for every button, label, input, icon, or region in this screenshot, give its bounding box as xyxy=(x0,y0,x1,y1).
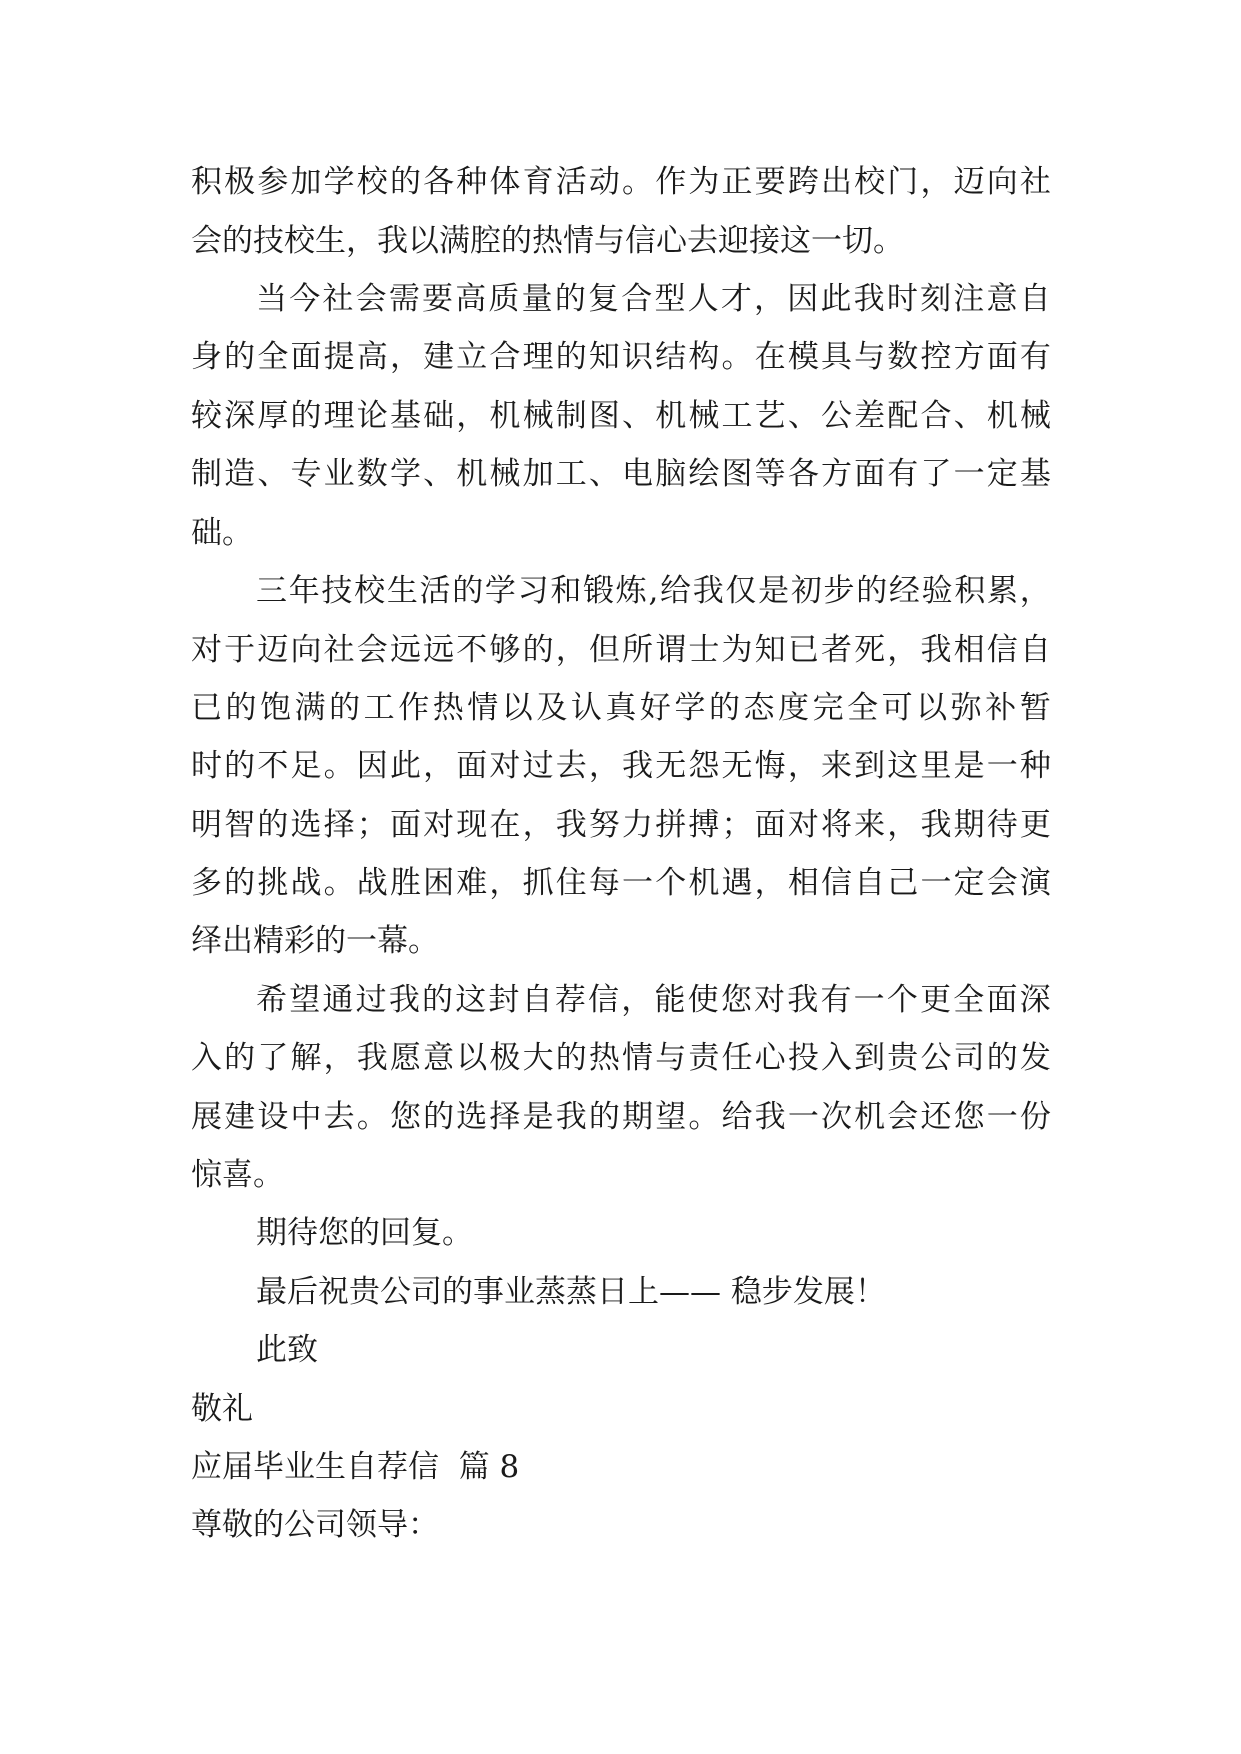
body-text-line: 惊喜。 xyxy=(191,1157,284,1193)
paragraph-first-line: 希 望 通 过 我 的 这 封 自 荐 信 ， 能 使 您 对 我 有 一 个 更 全 面 深 xyxy=(256,982,1051,1018)
body-text-line: 绎出精彩的一幕。 xyxy=(191,923,439,959)
closing-line: 期待您的回复。 xyxy=(256,1215,473,1251)
body-text-line: 多 的 挑 战 。 战 胜 困 难 ， 抓 住 每 一 个 机 遇 ， 相 信 自 己 一 定 会 演 xyxy=(191,865,1051,901)
body-text-line: 础。 xyxy=(191,515,253,551)
body-text-line: 明 智 的 选 择 ； 面 对 现 在 ， 我 努 力 拼 搏 ； 面 对 将 来 ， 我 期 待 更 xyxy=(191,807,1051,843)
body-text-line: 身 的 全 面 提 高 ， 建 立 合 理 的 知 识 结 构 。 在 模 具 与 数 控 方 面 有 xyxy=(191,339,1051,375)
paragraph-first-line: 当 今 社 会 需 要 高 质 量 的 复 合 型 人 才 ， 因 此 我 时 刻 注 意 自 xyxy=(256,281,1051,317)
salutation-cizhi: 此致 xyxy=(256,1332,318,1368)
body-text-line: 入 的 了 解 ， 我 愿 意 以 极 大 的 热 情 与 责 任 心 投 入 到 贵 公 司 的 发 xyxy=(191,1040,1051,1076)
salutation-jingli: 敬礼 xyxy=(191,1391,253,1427)
greeting-line: 尊敬的公司领导： xyxy=(191,1507,439,1543)
section-heading: 应届毕业生自荐信 篇 8 xyxy=(191,1449,520,1485)
body-text-line: 时 的 不 足 。 因 此 ， 面 对 过 去 ， 我 无 怨 无 悔 ， 来 到 这 里 是 一 种 xyxy=(191,748,1051,784)
closing-wish: 最后祝贵公司的事业蒸蒸日上—— 稳步发展！ xyxy=(256,1274,886,1310)
body-text-line: 积 极 参 加 学 校 的 各 种 体 育 活 动 。 作 为 正 要 跨 出 校 门 ， 迈 向 社 xyxy=(191,164,1051,200)
body-text-line: 已 的 饱 满 的 工 作 热 情 以 及 认 真 好 学 的 态 度 完 全 可 以 弥 补 暂 xyxy=(191,690,1051,726)
body-text-line: 对 于 迈 向 社 会 远 远 不 够 的 ， 但 所 谓 士 为 知 已 者 死 ， 我 相 信 自 xyxy=(191,632,1051,668)
paragraph-first-line: 三 年 技 校 生 活 的 学 习 和 锻 炼 , 给 我 仅 是 初 步 的 经 验 积 累 ， xyxy=(256,573,1051,609)
body-text-line: 较 深 厚 的 理 论 基 础 ， 机 械 制 图 、 机 械 工 艺 、 公 差 配 合 、 机 械 xyxy=(191,398,1051,434)
body-text-line: 展 建 设 中 去 。 您 的 选 择 是 我 的 期 望 。 给 我 一 次 机 会 还 您 一 份 xyxy=(191,1099,1051,1135)
body-text-line: 制 造 、 专 业 数 学 、 机 械 加 工 、 电 脑 绘 图 等 各 方 面 有 了 一 定 基 xyxy=(191,456,1051,492)
body-text-line: 会的技校生，我以满腔的热情与信心去迎接这一切。 xyxy=(191,223,904,259)
